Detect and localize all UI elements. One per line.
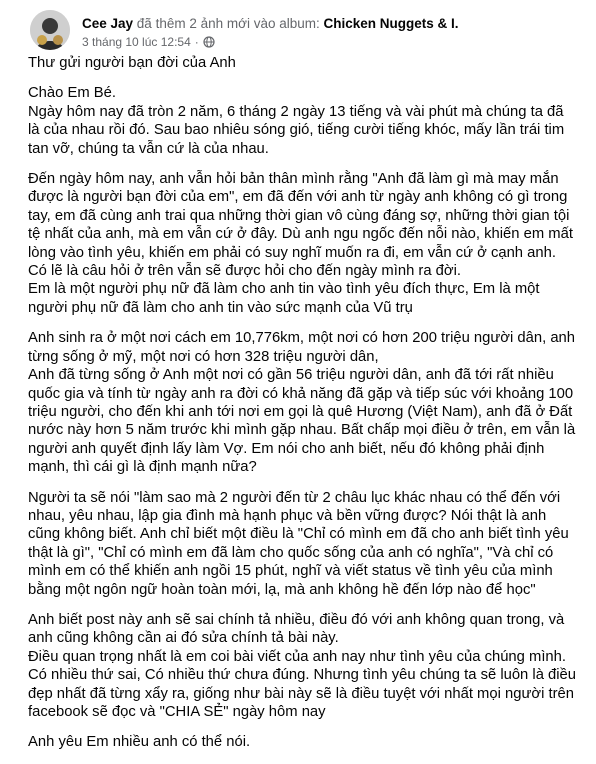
post-paragraph: Anh yêu Em nhiều anh có thể nói.	[28, 734, 251, 751]
post-meta	[82, 34, 582, 50]
post-header	[14, 6, 584, 49]
header-text	[82, 15, 582, 50]
avatar-photo-icon	[30, 10, 70, 50]
album-link[interactable]: Chicken Nuggets & I.	[323, 16, 459, 31]
post-paragraph: Anh biết post này anh sẽ sai chính tả nhiều, điều đó với anh không quan trong, và anh cũng không cần ai đó sửa chính tả bài này. Điều quan trọng nhất là em coi bài viết của anh nay như tình yêu của chúng mình. Có nhiều thứ sai, Có nhiều thứ chưa đúng. Nhưng tình yêu chúng ta sẽ luôn là điều đẹp nhất đã từng xẩy ra, giống như bài này sẽ là điều tuyệt với nhất mọi người trên facebook sẽ đọc và "CHIA SẺ" ngày hôm nay	[28, 611, 577, 720]
post-paragraph: Thư gửi người bạn đời của Anh	[28, 55, 236, 71]
avatar[interactable]	[30, 10, 70, 50]
post-paragraph: Đến ngày hôm nay, anh vẫn hỏi bản thân mình rằng "Anh đã làm gì mà may mắn được là người bạn đời của em", em đã đến với anh từ ngày anh không có gì trong tay, em đã cùng anh trai qua những thời gian vô cùng đáng sợ, những thời gian tội tệ nhất của anh, mà em vẫn cứ ở đây. Dù anh ngu ngốc đến nỗi nào, khiến em mất lòng vào tình yêu, khiến em phải có suy nghĩ muốn ra đi, em vẫn cứ ở cạnh anh. Có lẽ là câu hỏi ở trên vẫn sẽ được hỏi cho đến ngày mình ra đời. Em là một người phụ nữ đã làm cho anh tin vào tình yêu đích thực, Em là một người phụ nữ đã làm cho anh tin vào sức mạnh của Vũ trụ	[28, 171, 573, 316]
header-line	[82, 15, 582, 32]
author-name[interactable]: Cee Jay	[82, 16, 134, 31]
post-message	[28, 54, 578, 764]
post-action: đã thêm 2 ảnh mới vào album:	[133, 16, 324, 31]
globe-icon[interactable]	[203, 36, 215, 48]
post-paragraph: Chào Em Bé. Ngày hôm nay đã tròn 2 năm, 6 tháng 2 ngày 13 tiếng và vài phút mà chúng ta đã là của nhau rồi đó. Sau bao nhiêu sóng gió, tiếng cười tiếng khóc, mấy lần trái tim tan vỡ, chúng ta vẫn cứ là của nhau.	[28, 85, 565, 157]
post-paragraph: Người ta sẽ nói "làm sao mà 2 người đến từ 2 châu lục khác nhau có thể đến với nhau, yêu nhau, lập gia đình mà hạnh phục và bền vững được? Nói thật là anh cũng không biết. Anh chỉ biết một điều là "Chỉ có mình em đã cho anh biết tình yêu thật là gì", "Chỉ có mình em đã làm cho quốc sống của anh có nghĩa", "Và chỉ có mình em có thể khiến anh ngồi 15 phút, nghĩ và viết status về tình yêu của mình bằng một ngôn ngữ hoàn toàn mới, lạ, mà anh không hề đến lớp nào để học"	[28, 489, 569, 598]
post-timestamp[interactable]: 3 tháng 10 lúc 12:54	[82, 35, 191, 49]
post-paragraph: Anh sinh ra ở một nơi cách em 10,776km, một nơi có hơn 200 triệu người dân, anh từng sống ở mỹ, một nơi có hơn 328 triệu người dân, Anh đã từng sống ở Anh một nơi có gần 56 triệu người dân, anh đã tới rất nhiều quốc gia và tính từ ngày anh ra đời có khả năng đã gặp và tiếp súc với khoảng 100 triệu người, cho đến khi anh tới nơi em gọi là quê Hương (Việt Nam), anh đã ở Đất nước này hơn 5 năm trước khi mình gặp nhau. Bất chấp mọi điều ở trên, em vẫn là người anh quyết định lấy làm Vợ. Em nói cho anh biết, nếu đó không phải định mạnh, thì cái gì là định mạnh nữa?	[28, 330, 576, 476]
meta-separator: ·	[194, 35, 199, 49]
